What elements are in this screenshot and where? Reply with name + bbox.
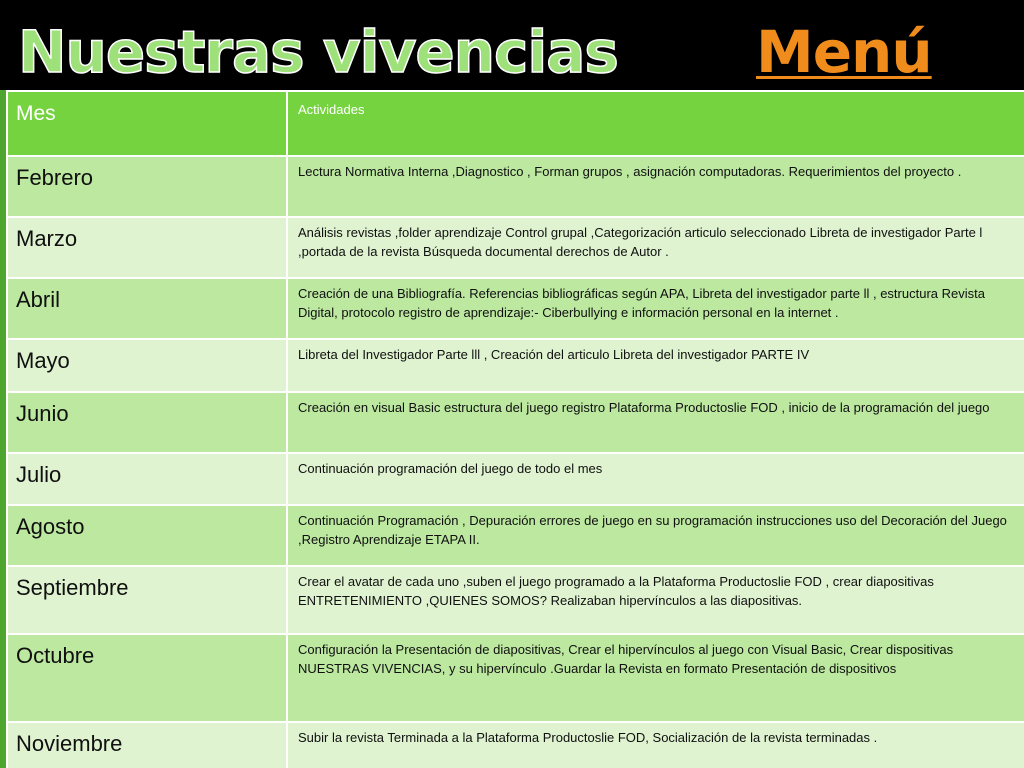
row-mes: Octubre bbox=[7, 634, 287, 722]
menu-link[interactable]: Menú bbox=[756, 18, 932, 86]
activities-table bbox=[6, 90, 1024, 768]
table-row bbox=[7, 156, 1024, 217]
row-actividades: Configuración la Presentación de diapositivas, Crear el hipervínculos al juego con Visual Basic, Crear dispositivas NUESTRAS VIVENCIAS, y su hipervínculo .Guardar la Revista en formato Presentación de dispositivos bbox=[287, 634, 1024, 722]
activities-table-container bbox=[0, 90, 1024, 768]
table-row bbox=[7, 505, 1024, 566]
row-mes: Agosto bbox=[7, 505, 287, 566]
row-mes: Abril bbox=[7, 278, 287, 339]
row-mes: Junio bbox=[7, 392, 287, 453]
table-row bbox=[7, 634, 1024, 722]
page-title: Nuestras vivencias bbox=[18, 18, 618, 86]
row-mes: Julio bbox=[7, 453, 287, 505]
table-row bbox=[7, 217, 1024, 278]
table-row bbox=[7, 453, 1024, 505]
row-actividades: Crear el avatar de cada uno ,suben el juego programado a la Plataforma Productoslie FOD , crear diapositivas ENTRETENIMIENTO ,QUIENES SOMOS? Realizaban hipervínculos a las diapositivas. bbox=[287, 566, 1024, 634]
header-mes: Mes bbox=[7, 91, 287, 156]
row-mes: Febrero bbox=[7, 156, 287, 217]
row-mes: Noviembre bbox=[7, 722, 287, 768]
row-actividades: Creación en visual Basic estructura del juego registro Plataforma Productoslie FOD , inicio de la programación del juego bbox=[287, 392, 1024, 453]
row-actividades: Continuación Programación , Depuración errores de juego en su programación instrucciones uso del Decoración del Juego ,Registro Aprendizaje ETAPA II. bbox=[287, 505, 1024, 566]
row-mes: Marzo bbox=[7, 217, 287, 278]
table-header-row bbox=[7, 91, 1024, 156]
row-mes: Septiembre bbox=[7, 566, 287, 634]
header-actividades: Actividades bbox=[287, 91, 1024, 156]
row-actividades: Continuación programación del juego de todo el mes bbox=[287, 453, 1024, 505]
table-row bbox=[7, 722, 1024, 768]
table-row bbox=[7, 392, 1024, 453]
table-row bbox=[7, 566, 1024, 634]
row-actividades: Lectura Normativa Interna ,Diagnostico , Forman grupos , asignación computadoras. Requerimientos del proyecto . bbox=[287, 156, 1024, 217]
row-mes: Mayo bbox=[7, 339, 287, 392]
row-actividades: Creación de una Bibliografía. Referencias bibliográficas según APA, Libreta del investigador parte ll , estructura Revista Digital, protocolo registro de aprendizaje:- Ciberbullying e información personal en la internet . bbox=[287, 278, 1024, 339]
table-row bbox=[7, 339, 1024, 392]
table-row bbox=[7, 278, 1024, 339]
row-actividades: Libreta del Investigador Parte lll , Creación del articulo Libreta del investigador PARTE IV bbox=[287, 339, 1024, 392]
row-actividades: Análisis revistas ,folder aprendizaje Control grupal ,Categorización articulo seleccionado Libreta de investigador Parte l ,portada de la revista Búsqueda documental derechos de Autor . bbox=[287, 217, 1024, 278]
row-actividades: Subir la revista Terminada a la Plataforma Productoslie FOD, Socialización de la revista terminadas . bbox=[287, 722, 1024, 768]
